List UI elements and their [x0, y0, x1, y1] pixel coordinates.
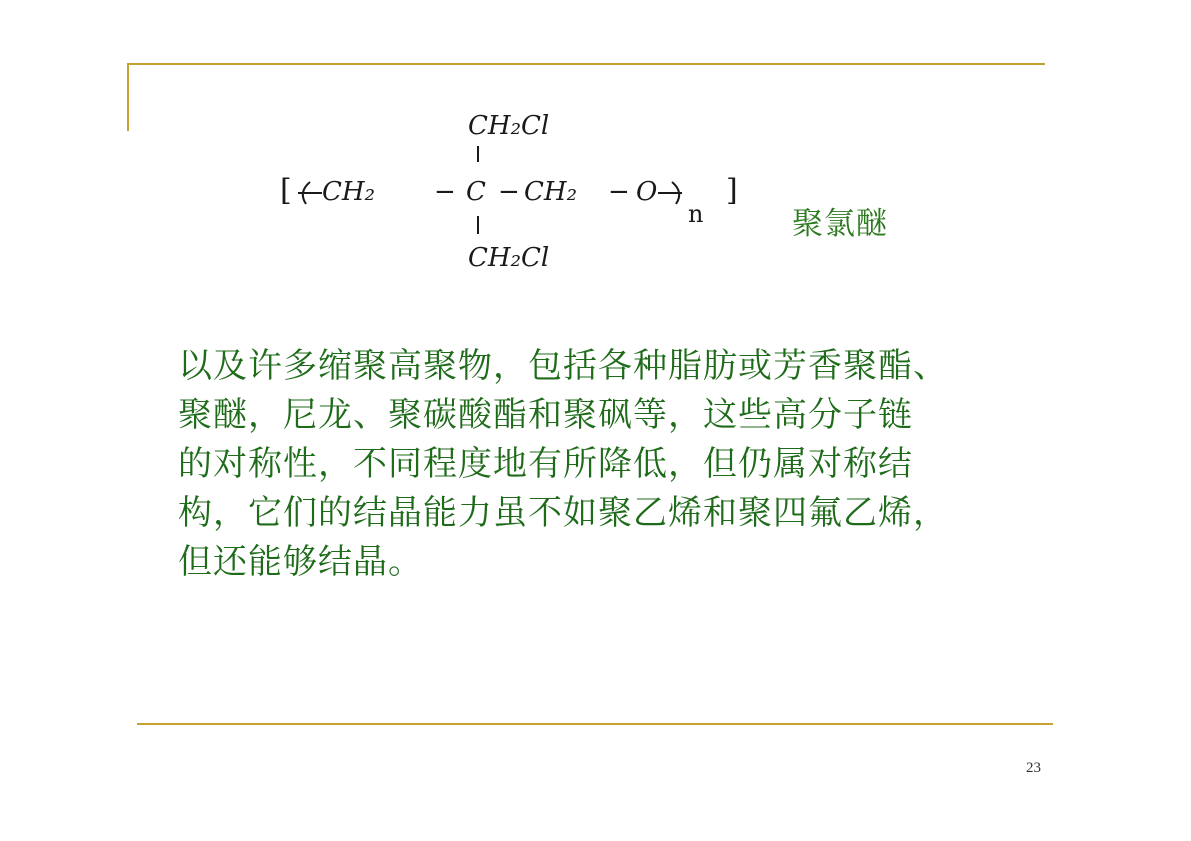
- formula-segment-2: CH₂: [524, 177, 577, 207]
- formula-oxygen: O: [636, 177, 658, 207]
- body-line: 的对称性，不同程度地有所降低，但仍属对称结: [178, 444, 913, 484]
- formula-center-atom: C: [466, 177, 486, 207]
- body-paragraph: [178, 342, 1058, 587]
- formula-right-bracket: ]: [726, 173, 738, 208]
- formula-dash-2: −: [498, 177, 520, 207]
- structural-formula: [270, 100, 750, 280]
- formula-subscript-n: n: [688, 200, 704, 228]
- formula-segment-1: CH₂: [322, 177, 375, 207]
- formula-label: 聚氯醚: [792, 206, 888, 242]
- formula-bottom-group: CH₂Cl: [468, 243, 550, 273]
- body-line: 但还能够结晶。: [178, 542, 423, 582]
- body-line: 以及许多缩聚高聚物，包括各种脂肪或芳香聚酯、: [178, 346, 948, 386]
- body-line: 构，它们的结晶能力虽不如聚乙烯和聚四氟乙烯，: [178, 493, 948, 533]
- left-rule: [127, 63, 129, 131]
- bottom-rule: [137, 723, 1053, 725]
- formula-top-group: CH₂Cl: [468, 111, 550, 141]
- formula-left-bracket: [: [280, 173, 292, 208]
- top-rule: [127, 63, 1045, 65]
- body-line: 聚醚，尼龙、聚碳酸酯和聚砜等，这些高分子链: [178, 395, 913, 435]
- page-number: 23: [1026, 760, 1041, 776]
- formula-dash-3: −: [608, 177, 630, 207]
- formula-dash-1: −: [434, 177, 456, 207]
